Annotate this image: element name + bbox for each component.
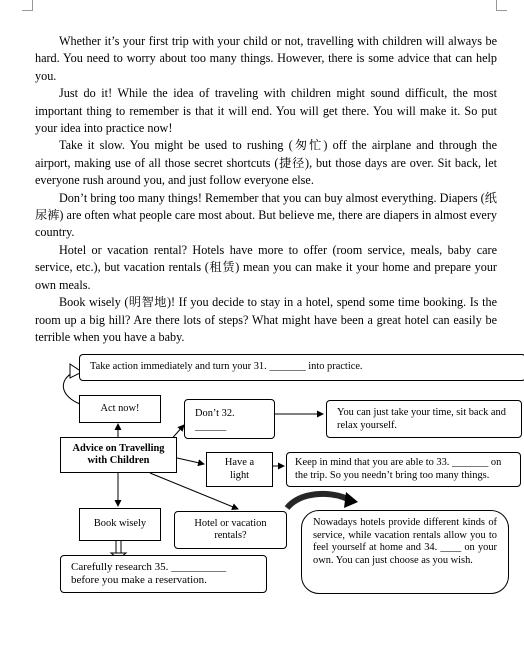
take-time-box xyxy=(326,400,522,438)
top-box-text: Take action immediately and turn your 31. _______ into practice. xyxy=(90,361,363,372)
book-wisely-box xyxy=(79,508,161,541)
have-light-box xyxy=(206,452,273,487)
center-advice-label: Advice on Travelling with Children xyxy=(72,442,165,466)
paragraph-just-do-it: Just do it! While the idea of traveling with children might sound difficult, the most important thing to remember is that it will end. You will get there. You will make it. So put your idea into practice now! xyxy=(35,86,497,136)
curved-arrow-hotel-to-text xyxy=(287,494,350,508)
top-box-take-action xyxy=(79,354,524,381)
center-advice-box xyxy=(60,437,177,473)
hotel-text: Nowadays hotels provide different kinds of service, while vacation rentals allow you to feel yourself at home and 34. ____ on your own. You can just choose as you wish. xyxy=(313,517,497,566)
act-now-label: Act now! xyxy=(100,402,140,414)
keep-mind-text: Keep in mind that you are able to 33. _______ on the trip. So you needn’t bring too many things. xyxy=(295,457,502,481)
paragraph-take-it-slow: Take it slow. You might be used to rushing (匆忙) off the airplane and through the airport, making use of all those secret shortcuts (捷径), but those days are over. Sit back, let everyone rush around you, and just follow everyone else. xyxy=(35,138,497,188)
hotel-rental-box xyxy=(174,511,287,549)
dont-box xyxy=(184,399,275,439)
take-time-text: You can just take your time, sit back and relax yourself. xyxy=(337,407,506,431)
paragraph-hotel-rental: Hotel or vacation rental? Hotels have more to offer (room service, meals, baby care service, etc.), but vacation rentals (租赁) mean you can make it your home and prepare your own meals. xyxy=(35,242,497,292)
research-text: Carefully research 35. __________ before you make a reservation. xyxy=(71,561,227,586)
dont-label: Don’t 32. ______ xyxy=(195,408,235,432)
research-box xyxy=(60,555,267,593)
line-center-to-have-light xyxy=(177,458,204,464)
book-wisely-label: Book wisely xyxy=(93,518,147,530)
paragraph-intro: Whether it’s your first trip with your child or not, travelling with children will always be hard. You need to worry about too many things. However, there is some advice that can help you. xyxy=(35,34,497,83)
paragraph-book-wisely: Book wisely (明智地)! If you decide to stay in a hotel, spend some time booking. Is the room up a big hill? Are there lots of steps? What might have been a great hotel can easily be terrible when you have a baby. xyxy=(35,295,497,344)
paragraph-dont-bring: Don’t bring too many things! Remember that you can buy almost everything. Diapers (纸尿裤) are often what people care most about. But believe me, there are diapers in almost every country. xyxy=(35,190,497,240)
hotel-text-box xyxy=(301,510,509,594)
hotel-rental-label: Hotel or vacation rentals? xyxy=(194,517,267,541)
act-now-box xyxy=(79,395,161,423)
have-light-label: Have a light xyxy=(224,457,255,481)
keep-mind-box xyxy=(286,452,521,487)
